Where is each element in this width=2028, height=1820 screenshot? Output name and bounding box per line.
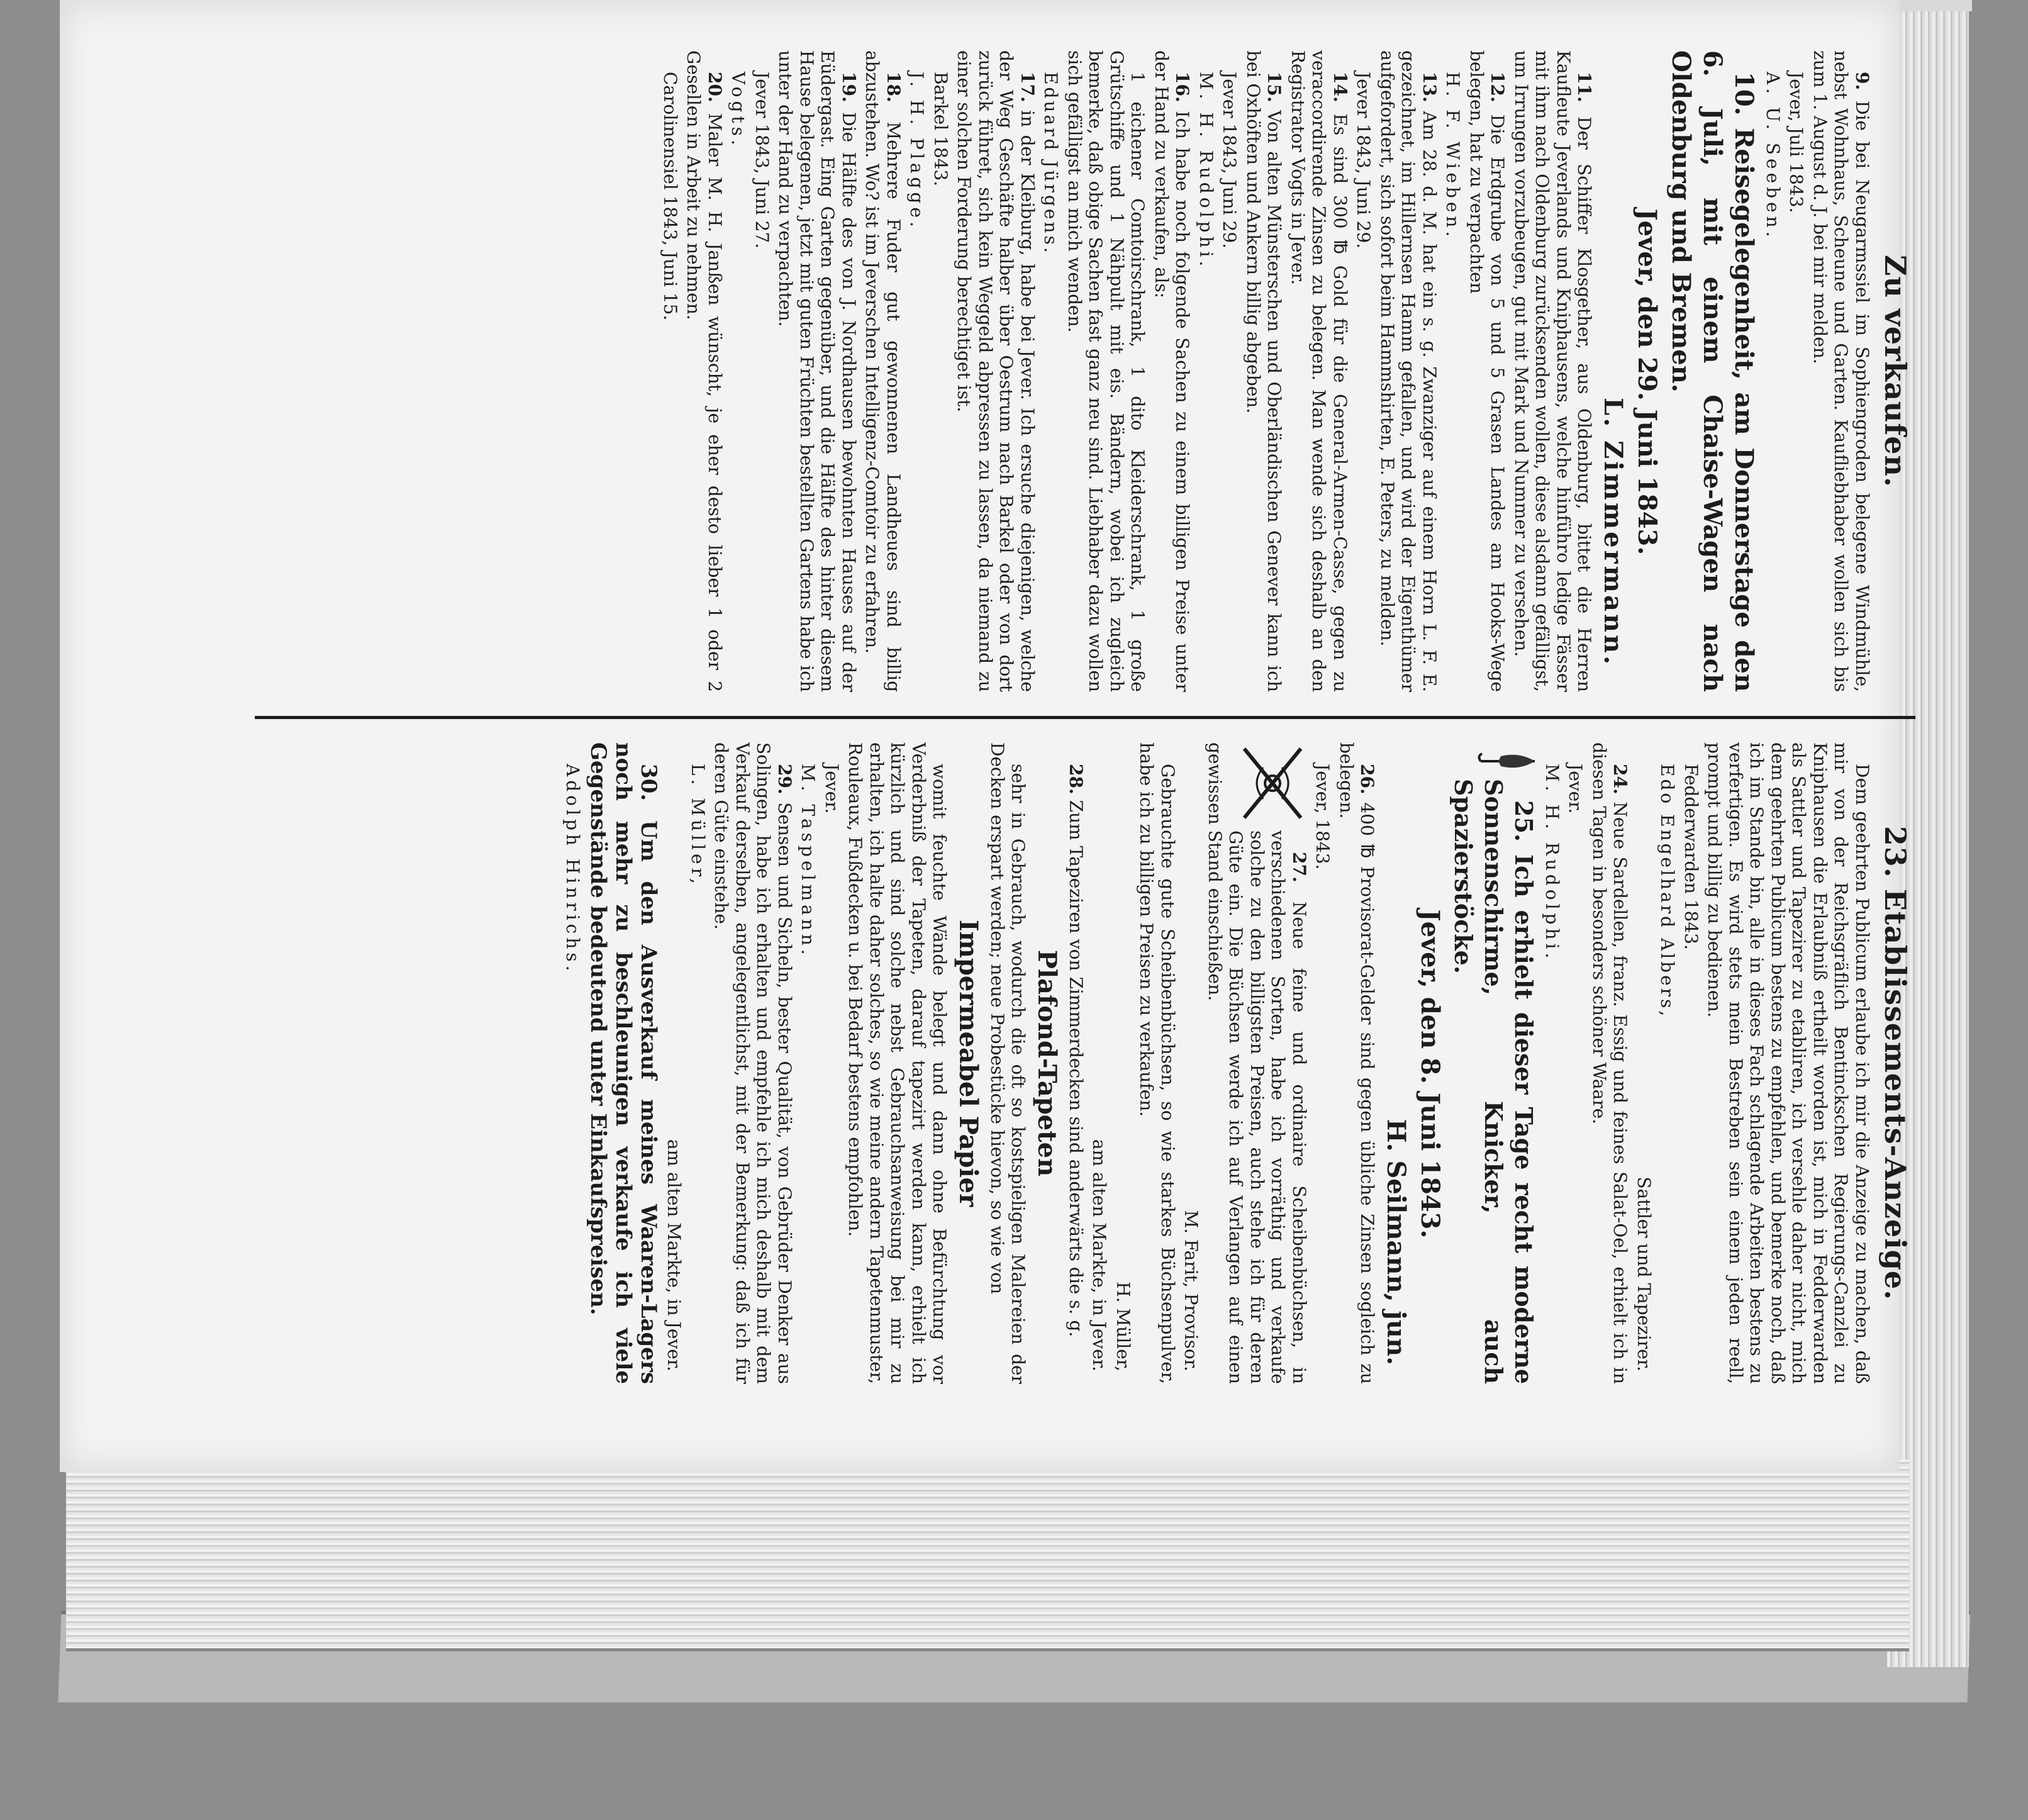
ad-23-date: Fedderwarden 1843. <box>1681 764 1702 950</box>
ad-16-list: 1 eichener Comtoirschrank, 1 dito Kleiderschrank, 1 große Grütschiffe und 1 Nähpult mit eis. Bändern, wobei ich zugleich bemerke, daß obige Sachen fast ganz neu sind. Liebhaber dazu wollen sich gefälligst an mich wenden. <box>1064 50 1149 692</box>
ad-24: 24. Neue Sardellen, franz. Essig und feines Salat-Oel, erhielt ich in diesen Tagen in besonders schöner Waare. <box>1589 742 1631 1384</box>
ad-10-signature: L. Zimmermann. <box>1598 398 1629 667</box>
section-heading-zu-verkaufen: Zu verkaufen. <box>1878 255 1912 488</box>
rotated-content <box>217 50 1915 1403</box>
ad-10-date: Jever, den 29. Juni 1843. <box>1632 208 1663 555</box>
ad-29: 29. Sensen und Sicheln, bester Qualität, von Gebrüder Denker aus Solingen, habe ich erhalten und empfehle ich mich deshalb mit dem Verkauf derselben, angelegentlichst, mit der Bemerkung: daß ich für deren Güte einstehe. <box>711 742 795 1384</box>
column-divider <box>255 716 1915 719</box>
ad-10: 10. Reisegelegenheit, am Donnerstage den 6. Juli, mit einem Chaise-Wagen nach Oldenburg und Bremen. <box>1666 50 1759 692</box>
ad-26: 26. 400 ℔ Provisorat-Gelder sind gegen übliche Zinsen sogleich zu belegen. <box>1336 742 1378 1384</box>
ad-19-date: Jever 1843, Juni 27. <box>752 72 772 249</box>
ad-28-text2: sehr in Gebrauch, wodurch die oft so kostspieligen Malereien der Decken erspart werden; neue Probestücke hievon, so wie von <box>987 742 1029 1384</box>
ad-19: 19. Die Hälfte des von J. Nordhausen bewohnten Hauses auf der Eüdergast. Eing Garten gegenüber, und die Hälfte des hinter diesem Hause belegenen, jetzt mit guten Früchten bestellten Gartens habe ich unter der Hand zu verpachten. <box>775 50 859 692</box>
ad-17-date: Barkel 1843. <box>930 72 951 187</box>
left-column <box>217 50 1915 692</box>
ad-29-address: am alten Markte, in Jever. <box>664 1139 685 1371</box>
ad-17: 17. in der Kleiburg, habe bei Jever. Ich ersuche diejenigen, welche der Weg Geschäfte halber über Oestrum nach Barkel oder von dort zurück führet, sich kein Weggeld abpressen zu lassen, da niemand zu einer solchen Forderung berechtiget ist. <box>954 50 1038 692</box>
ad-28-place: Jever. <box>822 764 842 814</box>
ad-30-signature: Adolph Hinrichs. <box>562 764 583 975</box>
ad-9-signature: A. U. Seeben. <box>1763 72 1783 241</box>
ad-18: 18. Mehrere Fuder gut gewonnenen Landheues sind billig abzustehen. Wo? ist im Jeverschen Intelligenz-Comtoir zu erfahren. <box>862 50 904 692</box>
right-column <box>217 742 1915 1384</box>
ad-15-signature: M. H. Rudolphi. <box>1196 72 1217 271</box>
ad-14: 14. Es sind 300 ℔ Gold für die General-Armen-Casse, gegen zu veraccordirende Zinsen zu belegen. Man wende sich deshalb an den Registrator Vogts in Jever. <box>1288 50 1351 692</box>
ad-17-signature: J. H. Plagge. <box>906 72 928 231</box>
ad-30: 30. Um den Ausverkauf meines Waaren-Lagers noch mehr zu beschleunigen verkaufe ich viele Gegenstände bedeutend unter Einkaufspreisen. <box>586 742 661 1384</box>
ad-27-signature: M. Farit, Provisor. <box>1181 1210 1202 1371</box>
ad-15-date: Jever 1843, Juni 29. <box>1219 72 1240 249</box>
ad-27: 27. Neue feine und ordinaire Scheibenbüchsen, in verschiedenen Sorten, habe ich vorräthig und verkaufe solche zu den billigsten Preisen, auch stehe ich für deren Güte ein. Die Büchsen werde ich auf Verlangen auf einen gewissen Stand einschießen. <box>1205 742 1310 1384</box>
ad-16-signature: Eduard Jürgens. <box>1040 72 1062 255</box>
ad-27-address2: am alten Markte, in Jever. <box>1089 1139 1110 1371</box>
ad-27-signature2: H. Müller, <box>1113 1281 1134 1371</box>
ad-27-text2: Gebrauchte gute Scheibenbüchsen, so wie starkes Büchsenpulver, habe ich zu billigen Preisen zu verkaufen. <box>1136 742 1178 1384</box>
ad-9: 9. Die bei Neugarmssiel im Sophiengroden belegene Windmühle, nebst Wohnhaus, Scheune und Garten. Kaufliebhaber wollen sich bis zum 1. August d. J. bei mir melden. <box>1810 50 1873 692</box>
ad-20-date: Carolinensiel 1843, Juni 15. <box>660 72 681 321</box>
ad-23-signature-role: Sattler und Tapezirer. <box>1634 1176 1654 1371</box>
ad-9-date: Jever, Juli 1843. <box>1786 72 1807 213</box>
ad-26-date: Jever, 1843. <box>1312 764 1334 870</box>
ad-23-signature: Edo Engelhard Albers, <box>1657 764 1678 1019</box>
ad-25-date: Jever, den 8. Juni 1843. <box>1415 909 1446 1239</box>
ad-23: Dem geehrten Publicum erlaube ich mir die Anzeige zu machen, daß mir von der Reichsgräflich Bentinckschen Regierungs-Canzlei zu Kniphausen die Erlaubniß ertheilt worden ist, mich in Fedderwarden als Sattler und Tapezirer zu etabliren, ich versehle daher nicht, mich dem geehrten Publicum bestens zu empfehlen, und bemerke noch, daß ich im Stande bin, alle in dieses Fach schlagende Arbeiten bestens zu verfertigen. Es wird stets mein Bestreben sein einem jeden reell, prompt und billig zu bedienen. <box>1704 742 1873 1384</box>
ad-19-signature: Vogts. <box>728 72 749 149</box>
ad-29-signature: L. Müller, <box>688 764 708 888</box>
ad-28-signature: M. Taspelmann. <box>798 764 819 959</box>
crossed-rifles-icon <box>1238 742 1307 824</box>
ad-15: 15. Von alten Münsterschen und Oberländischen Genever kann ich bei Oxhöften und Ankern billig abgeben. <box>1243 50 1285 692</box>
ad-23-heading: 23. Etablissements-Anzeige. <box>1878 825 1912 1301</box>
ad-25-signature: H. Seilmann, jun. <box>1381 1119 1412 1365</box>
ad-24-signature: M. H. Rudolphi. <box>1542 764 1563 963</box>
ad-11: 11. Der Schiffer Klosgether, aus Oldenburg, bittet die Herren Kaufleute Jeverlands und Kniphausens, welche hinführo ledige Fässer mit ihm nach Oldenburg zurücksenden wollen, diese alsdann gefälligst, um Irrungen vorzubeugen, gut mit Mark und Nummer zu versehen. <box>1511 50 1595 692</box>
ad-28-heading2: Impermeabel Papier <box>954 919 984 1207</box>
ad-13-date: Jever 1843, Juni 29. <box>1353 72 1374 249</box>
umbrella-icon <box>1476 749 1539 774</box>
ad-12: 12. Die Erdgrube von 5 und 5 Grasen Landes am Hooks-Wege belegen, hat zu verpachten <box>1466 50 1508 692</box>
page-edges-bottom <box>66 1460 1909 1651</box>
ad-25: 25. Ich erhielt dieser Tage recht moderne Sonnenschirme, Knicker, auch Spazierstöcke. <box>1449 742 1539 1384</box>
ad-28: 28. Zum Tapeziren von Zimmerdecken sind anderwärts die s. g. <box>1066 764 1086 1337</box>
ad-16: 16. Ich habe noch folgende Sachen zu einem billigen Preise unter der Hand zu verkaufen, als: <box>1151 50 1193 692</box>
ad-13: 13. Am 28. d. M. hat ein s. g. Zwanziger auf einem Horn L. F. E. gezeichnet, im Hillernsen Hamm gefallen, und wird der Eigenthümer aufgefordert, sich sofort beim Hammshirten, E. Peters, zu melden. <box>1377 50 1440 692</box>
ad-28-heading: Plafond-Tapeten <box>1032 949 1062 1177</box>
newspaper-page <box>60 0 1912 1472</box>
ad-20: 20. Maler M. H. Janßen wünscht, je eher desto lieber 1 oder 2 Gesellen in Arbeit zu nehmen. <box>683 50 725 692</box>
ad-28-text3: womit feuchte Wände belegt und dann ohne Befürchtung vor Verderbniß der Tapeten, darauf tapezirt werden kann, erhielt ich kürzlich und sind solche nebst Gebrauchsanweisung bei mir zu erhalten, ich halte daher solches, so wie meine andern Tapetenmuster, Rouleaux, Fußdecken u. bei Bedarf bestens empfohlen. <box>845 742 950 1384</box>
ad-12-signature: H. F. Wieben. <box>1442 72 1464 241</box>
ad-24-place: Jever. <box>1565 764 1586 814</box>
